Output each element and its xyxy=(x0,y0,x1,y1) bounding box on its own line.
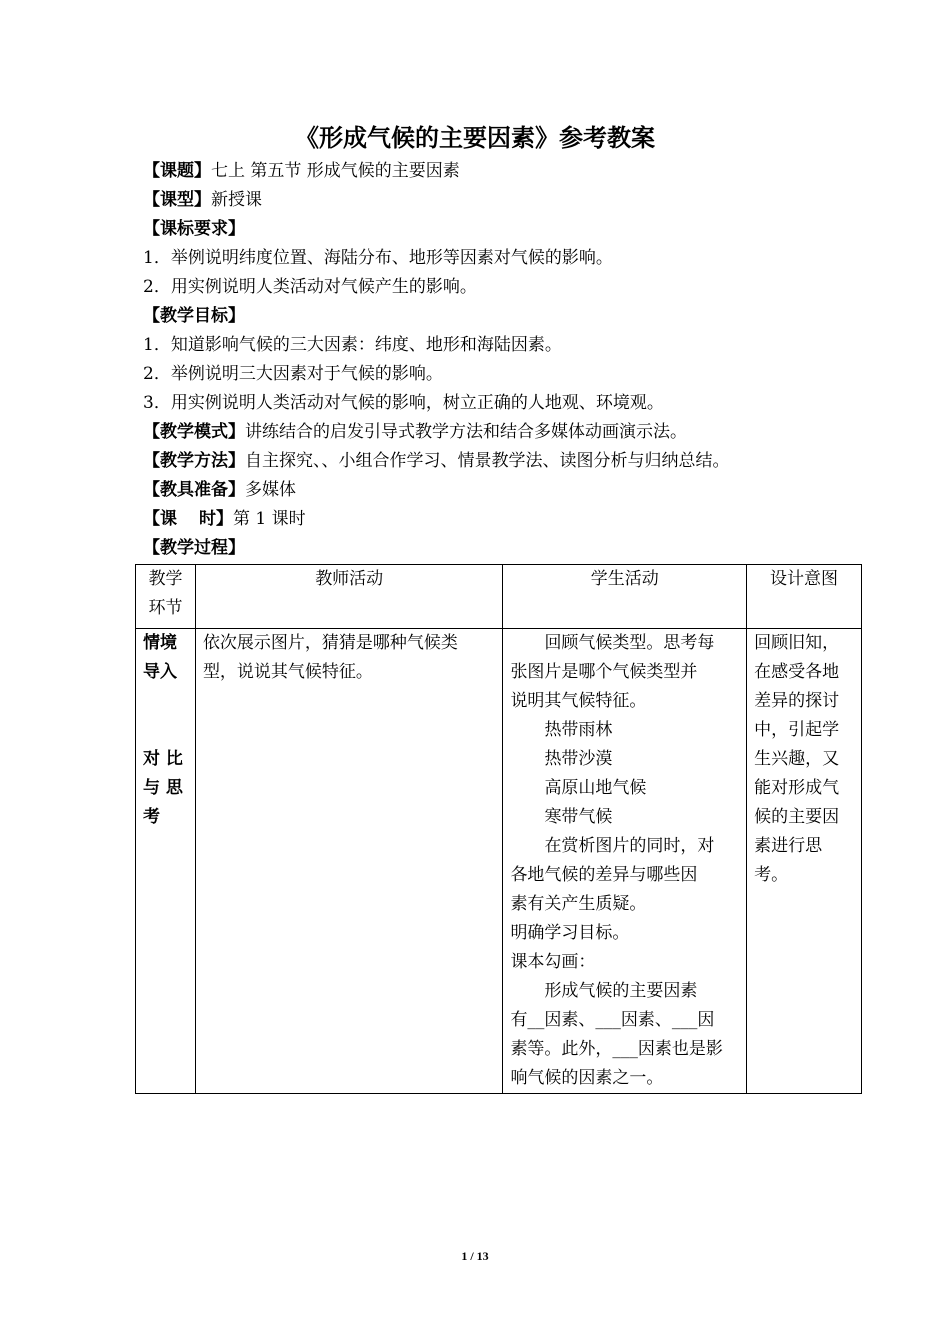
student-line: 形成气候的主要因素 xyxy=(544,981,698,1001)
tools-value: 多媒体 xyxy=(245,480,296,500)
process-table xyxy=(135,564,862,1094)
intent-cell xyxy=(747,629,862,1094)
process-heading xyxy=(143,534,883,563)
type-value: 新授课 xyxy=(211,190,262,210)
stage-cell xyxy=(136,629,196,1094)
student-line: 热带雨林 xyxy=(544,720,613,740)
header-student: 学生活动 xyxy=(503,565,747,629)
mode-line xyxy=(143,418,883,447)
topic-value: 七上 第五节 形成气候的主要因素 xyxy=(211,161,460,181)
student-line: 在赏析图片的同时，对 xyxy=(544,836,715,856)
mode-value: 讲练结合的启发引导式教学方法和结合多媒体动画演示法。 xyxy=(245,422,687,442)
stage-line: 导入 xyxy=(143,662,177,682)
table-row xyxy=(136,629,862,1094)
stage-line: 考 xyxy=(143,807,160,827)
student-line: 说明其气候特征。 xyxy=(510,691,647,711)
page-number: 1 / 13 xyxy=(461,1249,489,1263)
student-line: 课本勾画： xyxy=(510,952,596,972)
tools-line xyxy=(143,476,883,505)
header-stage xyxy=(136,565,196,629)
hours-label-open: 【课 xyxy=(143,509,177,529)
intent-line: 在感受各地 xyxy=(754,662,840,682)
intent-line: 差异的探讨 xyxy=(754,691,840,711)
goal-item: 2．举例说明三大因素对于气候的影响。 xyxy=(143,364,443,384)
lesson-info xyxy=(143,157,883,563)
intent-line: 考。 xyxy=(754,865,789,885)
standard-item: 1．举例说明纬度位置、海陆分布、地形等因素对气候的影响。 xyxy=(143,248,613,268)
student-line: 明确学习目标。 xyxy=(510,923,630,943)
goal-heading xyxy=(143,302,883,331)
student-line: 素有关产生质疑。 xyxy=(510,894,647,914)
goal-item: 3．用实例说明人类活动对气候的影响，树立正确的人地观、环境观。 xyxy=(143,393,664,413)
student-line: 高原山地气候 xyxy=(544,778,647,798)
mode-label: 【教学模式】 xyxy=(143,422,245,442)
header-intent: 设计意图 xyxy=(747,565,862,629)
standard-label: 【课标要求】 xyxy=(143,219,245,239)
student-line: 响气候的因素之一。 xyxy=(510,1068,664,1088)
intent-line: 生兴趣，又 xyxy=(754,749,840,769)
stage-line: 对 比 xyxy=(143,749,183,769)
topic-label: 【课题】 xyxy=(143,161,211,181)
intent-line: 能对形成气 xyxy=(754,778,840,798)
standard-item: 2．用实例说明人类活动对气候产生的影响。 xyxy=(143,277,477,297)
teacher-line: 依次展示图片，猜猜是哪种气候类 xyxy=(202,633,458,653)
student-line: 素等。此外，___因素也是影 xyxy=(510,1039,723,1059)
student-line: 热带沙漠 xyxy=(544,749,613,769)
goal-label: 【教学目标】 xyxy=(143,306,245,326)
intent-line: 回顾旧知， xyxy=(754,633,840,653)
standard-heading xyxy=(143,215,883,244)
table-header-row xyxy=(136,565,862,629)
type-label: 【课型】 xyxy=(143,190,211,210)
teacher-line: 型，说说其气候特征。 xyxy=(202,662,373,682)
student-line: 寒带气候 xyxy=(544,807,613,827)
stage-line: 与 思 xyxy=(143,778,183,798)
header-teacher: 教师活动 xyxy=(195,565,503,629)
stage-line: 情境 xyxy=(143,633,177,653)
type-line xyxy=(143,186,883,215)
intent-line: 中，引起学 xyxy=(754,720,840,740)
method-label: 【教学方法】 xyxy=(143,451,245,471)
topic-line xyxy=(143,157,883,186)
hours-line xyxy=(143,505,883,534)
goal-item: 1．知道影响气候的三大因素：纬度、地形和海陆因素。 xyxy=(143,335,562,355)
method-value: 自主探究、、小组合作学习、情景教学法、读图分析与归纳总结。 xyxy=(245,451,730,471)
student-line: 有__因素、___因素、___因 xyxy=(510,1010,715,1030)
header-stage-text: 教学环节 xyxy=(148,569,183,618)
tools-label: 【教具准备】 xyxy=(143,480,245,500)
intent-line: 候的主要因 xyxy=(754,807,840,827)
student-line: 回顾气候类型。思考每 xyxy=(544,633,715,653)
method-line xyxy=(143,447,883,476)
teacher-cell xyxy=(195,629,503,1094)
intent-line: 素进行思 xyxy=(754,836,823,856)
hours-label-close: 时】 xyxy=(199,509,233,529)
process-label: 【教学过程】 xyxy=(143,538,245,558)
hours-value: 第 1 课时 xyxy=(233,509,306,529)
student-line: 张图片是哪个气候类型并 xyxy=(510,662,698,682)
student-line: 各地气候的差异与哪些因 xyxy=(510,865,698,885)
student-cell xyxy=(503,629,747,1094)
page-title: 《形成气候的主要因素》参考教案 xyxy=(295,124,655,152)
